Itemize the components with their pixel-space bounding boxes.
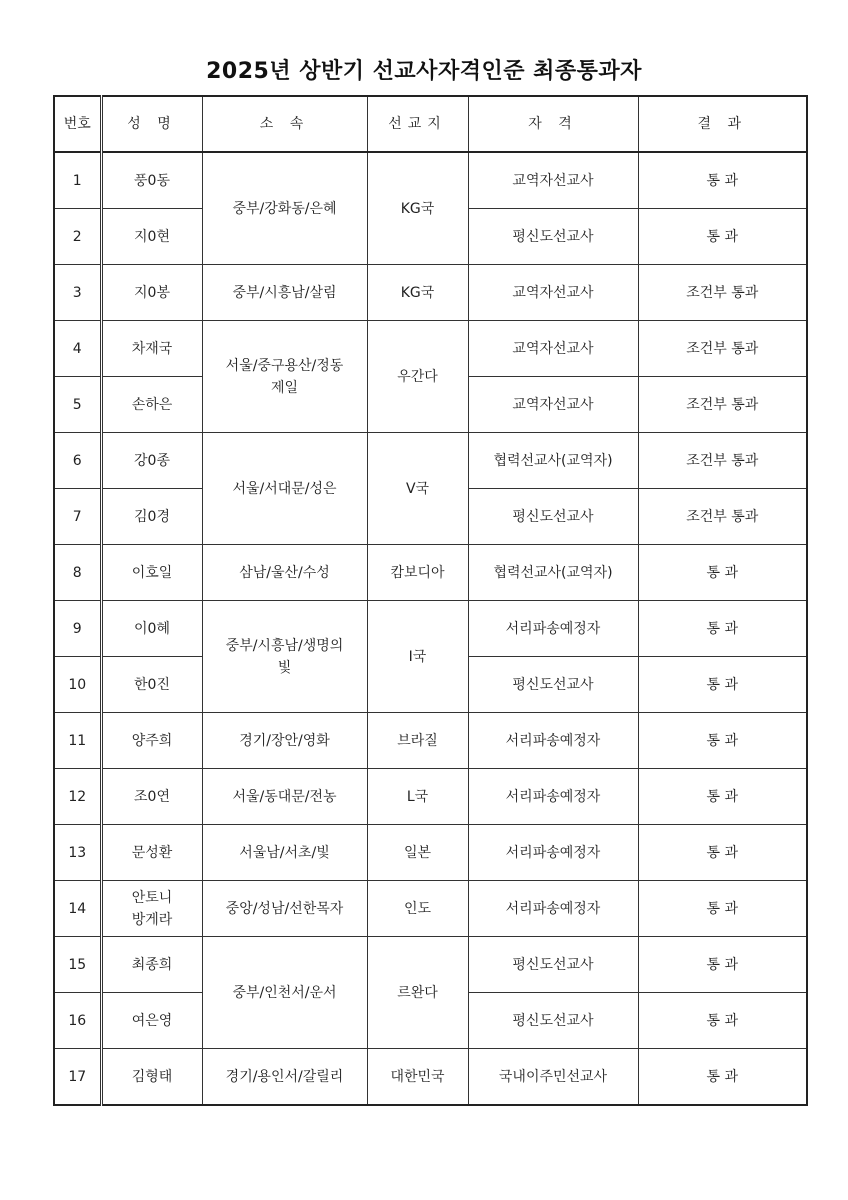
cell-mission-field: 인도 [367,881,468,937]
name-line: 방게라 [131,911,173,928]
affiliation-line: 서울/중구용산/정동 [225,357,344,374]
cell-qualification: 교역자선교사 [468,321,638,377]
cell-number: 6 [54,433,101,489]
cell-mission-field: 일본 [367,825,468,881]
cell-mission-field: KG국 [367,152,468,265]
cell-affiliation [202,713,367,769]
cell-affiliation [202,881,367,937]
affiliation-line: 빛 [277,659,292,676]
cell-name: 강0종 [101,433,202,489]
cell-qualification: 교역자선교사 [468,265,638,321]
table-row [54,769,807,825]
cell-result: 통 과 [638,993,807,1049]
cell-qualification: 평신도선교사 [468,657,638,713]
cell-result: 조건부 통과 [638,489,807,545]
cell-number: 2 [54,209,101,265]
table-row [54,937,807,993]
cell-mission-field: 대한민국 [367,1049,468,1106]
cell-name: 지0현 [101,209,202,265]
cell-qualification: 협력선교사(교역자) [468,545,638,601]
cell-affiliation [202,321,367,433]
cell-result: 통 과 [638,601,807,657]
table-row [54,433,807,489]
cell-name: 조0연 [101,769,202,825]
cell-name: 최종희 [101,937,202,993]
cell-name: 손하은 [101,377,202,433]
name-line: 안토니 [131,889,173,906]
cell-mission-field: I국 [367,601,468,713]
cell-result: 조건부 통과 [638,377,807,433]
header-result: 결 과 [638,96,807,152]
cell-name: 한0진 [101,657,202,713]
cell-name: 여은영 [101,993,202,1049]
cell-mission-field: 르완다 [367,937,468,1049]
cell-name: 이0혜 [101,601,202,657]
cell-name: 차재국 [101,321,202,377]
cell-qualification: 서리파송예정자 [468,769,638,825]
cell-qualification: 평신도선교사 [468,937,638,993]
cell-mission-field: L국 [367,769,468,825]
cell-number: 14 [54,881,101,937]
cell-affiliation [202,1049,367,1106]
cell-mission-field: KG국 [367,265,468,321]
cell-name: 지0봉 [101,265,202,321]
results-table [53,95,808,1106]
cell-name: 김0경 [101,489,202,545]
table-row [54,265,807,321]
cell-name: 이호일 [101,545,202,601]
cell-qualification: 서리파송예정자 [468,825,638,881]
affiliation-line: 중부/인천서/운서 [232,984,337,1001]
cell-result: 통 과 [638,937,807,993]
table-row [54,321,807,377]
cell-result: 조건부 통과 [638,433,807,489]
cell-qualification: 협력선교사(교역자) [468,433,638,489]
affiliation-line: 경기/용인서/갈릴리 [225,1068,344,1085]
cell-result: 통 과 [638,713,807,769]
affiliation-line: 서울남/서초/빛 [239,844,330,861]
cell-number: 12 [54,769,101,825]
cell-qualification: 교역자선교사 [468,152,638,209]
table-row [54,601,807,657]
cell-name [101,881,202,937]
cell-result: 통 과 [638,545,807,601]
cell-number: 7 [54,489,101,545]
cell-qualification: 서리파송예정자 [468,601,638,657]
cell-qualification: 교역자선교사 [468,377,638,433]
cell-qualification: 평신도선교사 [468,209,638,265]
cell-mission-field: 우간다 [367,321,468,433]
page-title: 2025년 상반기 선교사자격인준 최종통과자 [206,59,642,84]
cell-result: 조건부 통과 [638,321,807,377]
cell-number: 9 [54,601,101,657]
affiliation-line: 중앙/성남/선한목자 [225,900,344,917]
cell-result: 통 과 [638,825,807,881]
cell-number: 1 [54,152,101,209]
affiliation-line: 제일 [270,379,299,396]
cell-number: 8 [54,545,101,601]
affiliation-line: 경기/장안/영화 [239,732,330,749]
cell-affiliation [202,825,367,881]
cell-number: 4 [54,321,101,377]
cell-mission-field: V국 [367,433,468,545]
affiliation-line: 서울/동대문/전농 [232,788,337,805]
header-name: 성 명 [101,96,202,152]
table-row [54,152,807,209]
cell-qualification: 평신도선교사 [468,489,638,545]
cell-result: 통 과 [638,152,807,209]
affiliation-line: 중부/시흥남/생명의 [225,637,344,654]
cell-number: 13 [54,825,101,881]
cell-affiliation [202,433,367,545]
cell-number: 3 [54,265,101,321]
header-qualification: 자 격 [468,96,638,152]
cell-affiliation [202,152,367,265]
cell-affiliation [202,937,367,1049]
cell-result: 통 과 [638,881,807,937]
cell-name: 양주희 [101,713,202,769]
cell-affiliation [202,545,367,601]
cell-qualification: 서리파송예정자 [468,881,638,937]
cell-qualification: 국내이주민선교사 [468,1049,638,1106]
cell-result: 통 과 [638,769,807,825]
cell-result: 통 과 [638,1049,807,1106]
cell-mission-field: 브라질 [367,713,468,769]
cell-number: 17 [54,1049,101,1106]
header-number: 번호 [54,96,101,152]
table-row [54,881,807,937]
affiliation-line: 중부/시흥남/살림 [232,284,337,301]
cell-number: 16 [54,993,101,1049]
table-body [54,152,807,1105]
cell-name: 문성환 [101,825,202,881]
table-row [54,825,807,881]
cell-number: 5 [54,377,101,433]
affiliation-line: 중부/강화동/은혜 [232,200,337,217]
cell-qualification: 평신도선교사 [468,993,638,1049]
header-mission-field: 선교지 [367,96,468,152]
cell-number: 15 [54,937,101,993]
affiliation-line: 서울/서대문/성은 [232,480,337,497]
header-affiliation: 소 속 [202,96,367,152]
cell-number: 10 [54,657,101,713]
cell-affiliation [202,769,367,825]
cell-mission-field: 캄보디아 [367,545,468,601]
cell-affiliation [202,601,367,713]
table-row [54,713,807,769]
table-row [54,1049,807,1106]
cell-affiliation [202,265,367,321]
cell-number: 11 [54,713,101,769]
cell-result: 조건부 통과 [638,265,807,321]
cell-result: 통 과 [638,657,807,713]
header-row [54,96,807,152]
cell-qualification: 서리파송예정자 [468,713,638,769]
table-row [54,545,807,601]
cell-name: 김형태 [101,1049,202,1106]
cell-name: 풍0동 [101,152,202,209]
cell-result: 통 과 [638,209,807,265]
affiliation-line: 삼남/울산/수성 [239,564,330,581]
